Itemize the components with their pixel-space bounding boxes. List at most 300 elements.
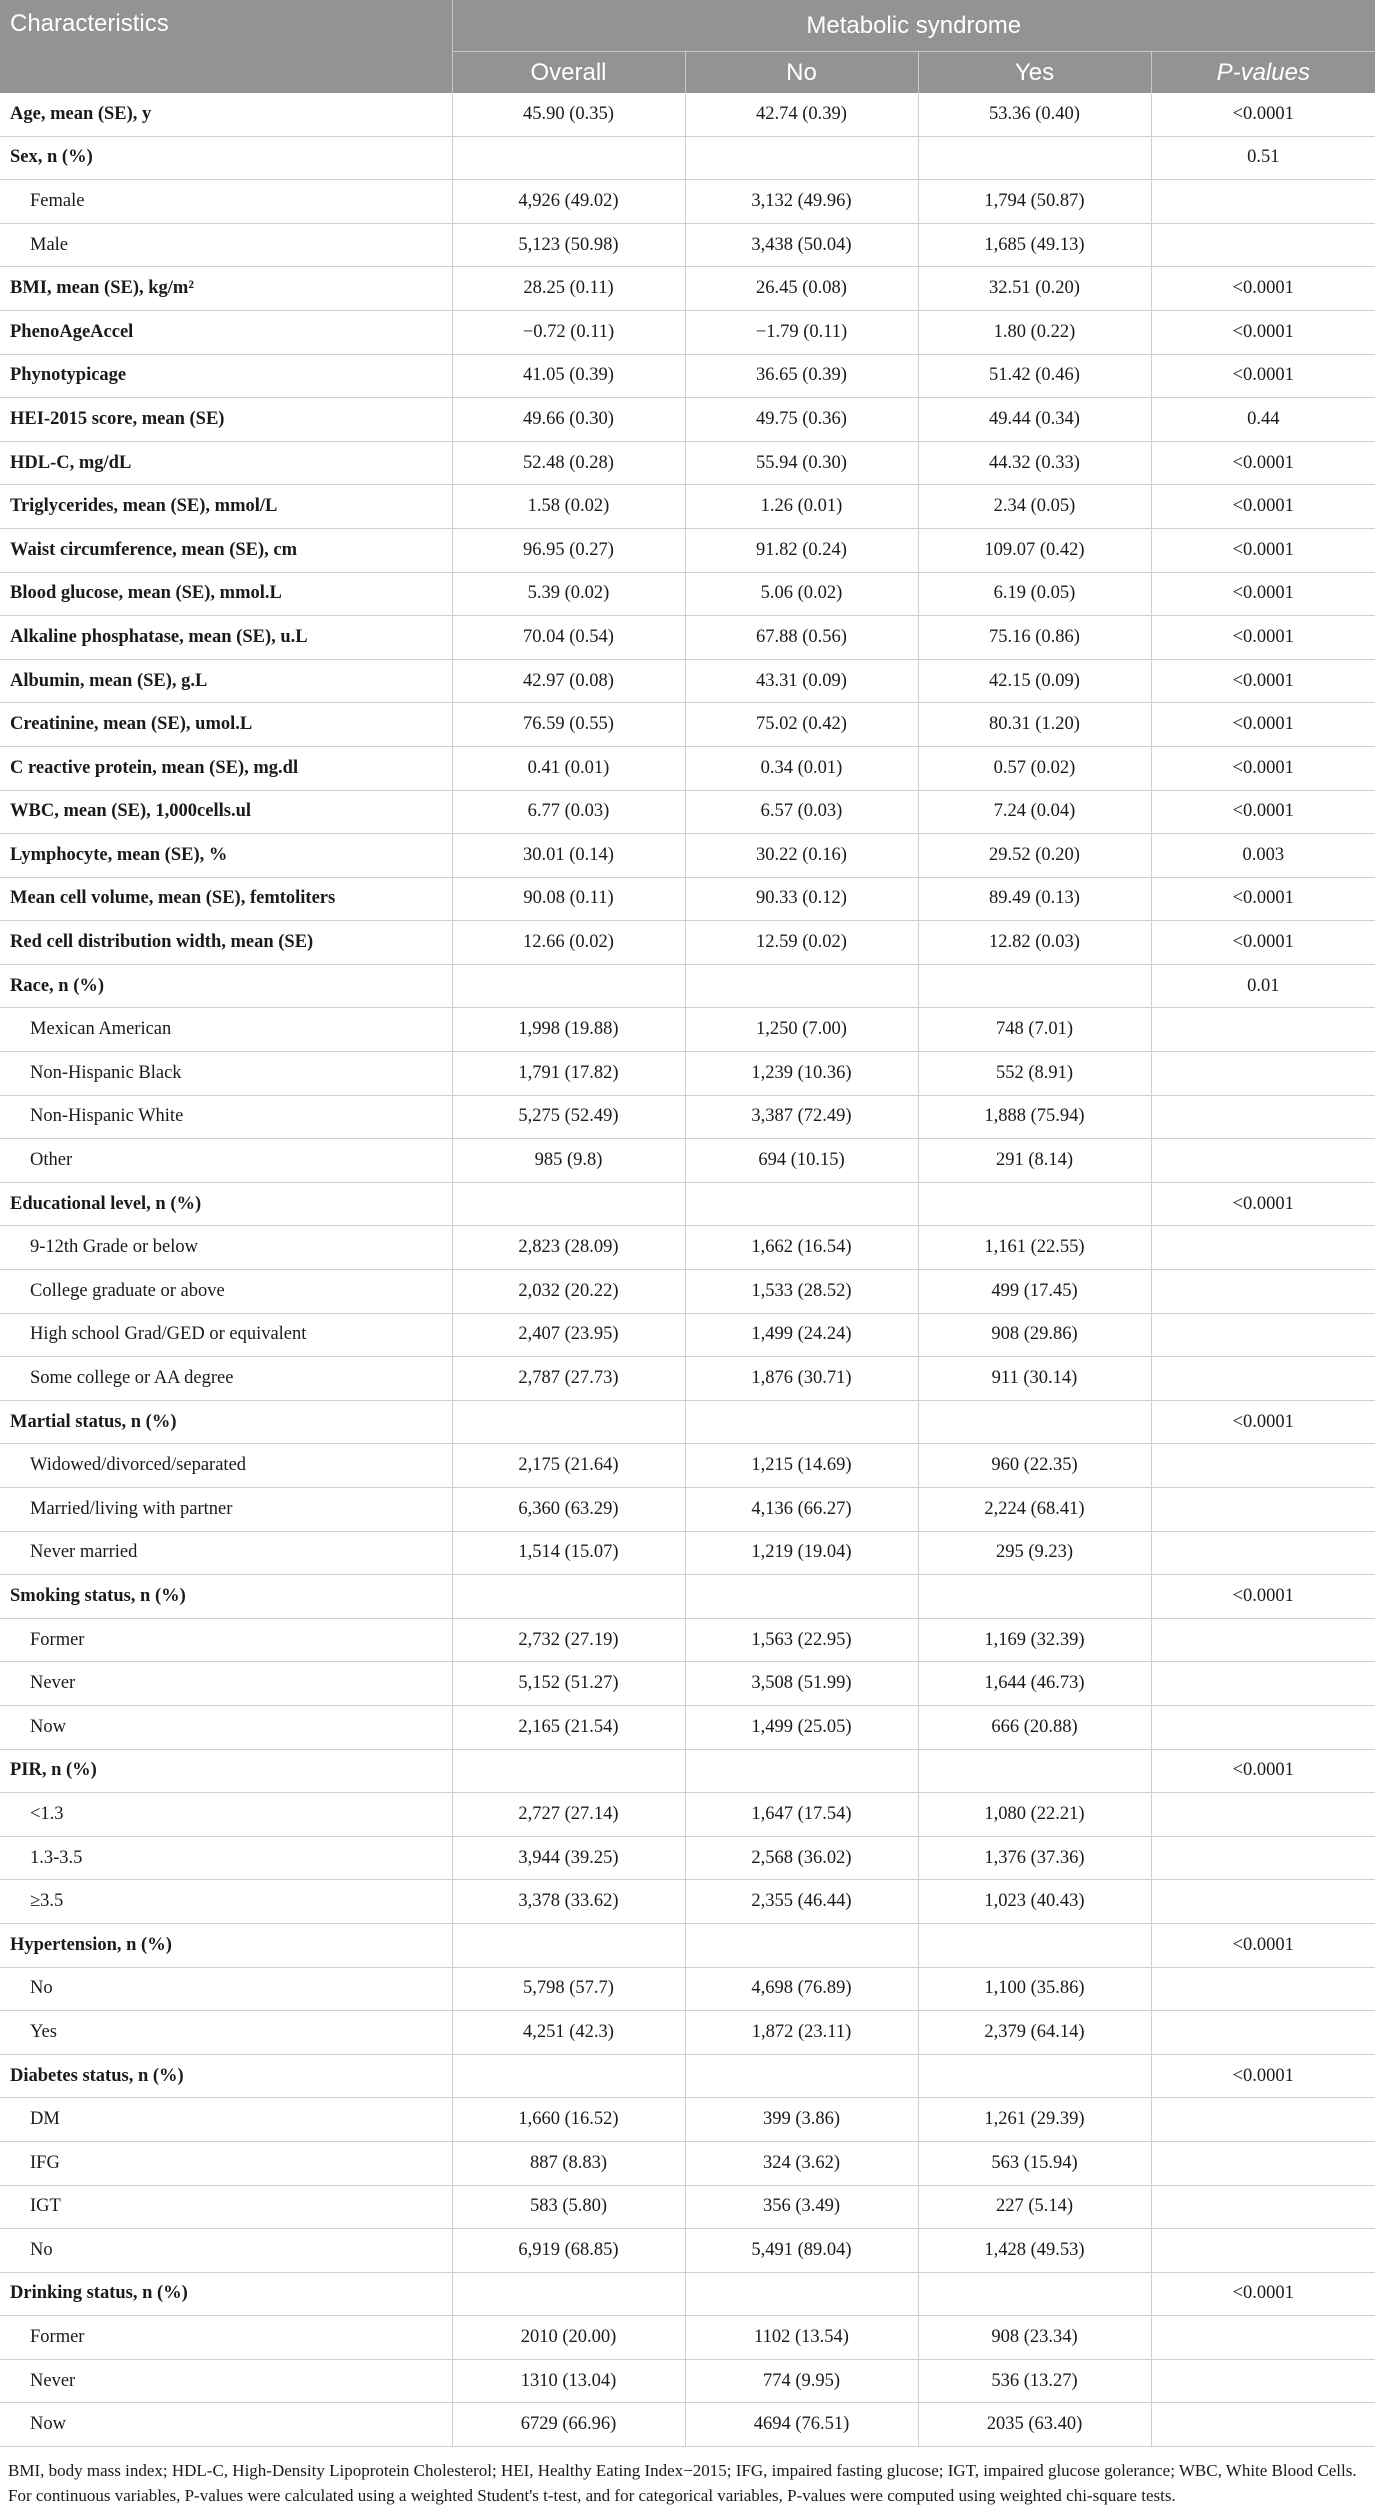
table-row xyxy=(0,659,1375,703)
table-row xyxy=(0,1444,1375,1488)
cell-no: 1,876 (30.71) xyxy=(685,1357,918,1401)
header-pvalues: P-values xyxy=(1151,52,1375,94)
cell-yes: 227 (5.14) xyxy=(918,2185,1151,2229)
table-row xyxy=(0,2141,1375,2185)
row-label: HEI-2015 score, mean (SE) xyxy=(0,398,452,442)
cell-no: 1,215 (14.69) xyxy=(685,1444,918,1488)
row-label: DM xyxy=(0,2098,452,2142)
cell-overall: 70.04 (0.54) xyxy=(452,616,685,660)
table-row xyxy=(0,136,1375,180)
cell-yes: 1.80 (0.22) xyxy=(918,310,1151,354)
cell-pvalue xyxy=(1151,1967,1375,2011)
row-label: Sex, n (%) xyxy=(0,136,452,180)
cell-no: 12.59 (0.02) xyxy=(685,921,918,965)
cell-yes: 1,376 (37.36) xyxy=(918,1836,1151,1880)
cell-overall: 5,152 (51.27) xyxy=(452,1662,685,1706)
cell-yes: 291 (8.14) xyxy=(918,1139,1151,1183)
row-label: Waist circumference, mean (SE), cm xyxy=(0,528,452,572)
cell-pvalue xyxy=(1151,2316,1375,2360)
cell-no xyxy=(685,2054,918,2098)
cell-overall: 5,798 (57.7) xyxy=(452,1967,685,2011)
row-label: BMI, mean (SE), kg/m² xyxy=(0,267,452,311)
cell-no: 1,647 (17.54) xyxy=(685,1793,918,1837)
cell-pvalue: 0.51 xyxy=(1151,136,1375,180)
cell-overall: 2,823 (28.09) xyxy=(452,1226,685,1270)
cell-yes: 1,888 (75.94) xyxy=(918,1095,1151,1139)
cell-no: 0.34 (0.01) xyxy=(685,746,918,790)
cell-overall: 2,165 (21.54) xyxy=(452,1705,685,1749)
table-row xyxy=(0,790,1375,834)
cell-overall: 2,732 (27.19) xyxy=(452,1618,685,1662)
cell-no: 1,662 (16.54) xyxy=(685,1226,918,1270)
table-row xyxy=(0,964,1375,1008)
row-label: Hypertension, n (%) xyxy=(0,1923,452,1967)
table-row xyxy=(0,2359,1375,2403)
row-label: Race, n (%) xyxy=(0,964,452,1008)
cell-pvalue xyxy=(1151,1226,1375,1270)
table-row xyxy=(0,398,1375,442)
table-row xyxy=(0,1270,1375,1314)
cell-overall: 0.41 (0.01) xyxy=(452,746,685,790)
cell-pvalue xyxy=(1151,1095,1375,1139)
row-label: No xyxy=(0,1967,452,2011)
table-row xyxy=(0,703,1375,747)
cell-no: 1.26 (0.01) xyxy=(685,485,918,529)
cell-yes: 12.82 (0.03) xyxy=(918,921,1151,965)
cell-no: 1102 (13.54) xyxy=(685,2316,918,2360)
cell-overall: 1,660 (16.52) xyxy=(452,2098,685,2142)
cell-yes: 1,794 (50.87) xyxy=(918,180,1151,224)
row-label: No xyxy=(0,2229,452,2273)
cell-no: 5.06 (0.02) xyxy=(685,572,918,616)
cell-pvalue xyxy=(1151,1357,1375,1401)
table-row xyxy=(0,616,1375,660)
cell-no: 3,387 (72.49) xyxy=(685,1095,918,1139)
row-label: Former xyxy=(0,1618,452,1662)
cell-no: 3,438 (50.04) xyxy=(685,223,918,267)
cell-no: 1,239 (10.36) xyxy=(685,1052,918,1096)
cell-no xyxy=(685,964,918,1008)
cell-pvalue xyxy=(1151,180,1375,224)
cell-yes: 1,161 (22.55) xyxy=(918,1226,1151,1270)
table-row xyxy=(0,310,1375,354)
cell-yes: 1,644 (46.73) xyxy=(918,1662,1151,1706)
cell-overall: 49.66 (0.30) xyxy=(452,398,685,442)
row-label: Married/living with partner xyxy=(0,1488,452,1532)
cell-overall xyxy=(452,964,685,1008)
cell-overall: 12.66 (0.02) xyxy=(452,921,685,965)
cell-pvalue: <0.0001 xyxy=(1151,1400,1375,1444)
cell-yes: 32.51 (0.20) xyxy=(918,267,1151,311)
row-label: Albumin, mean (SE), g.L xyxy=(0,659,452,703)
cell-overall: 3,944 (39.25) xyxy=(452,1836,685,1880)
row-label: Non-Hispanic White xyxy=(0,1095,452,1139)
cell-yes: 2.34 (0.05) xyxy=(918,485,1151,529)
cell-no xyxy=(685,1923,918,1967)
cell-overall: 2,175 (21.64) xyxy=(452,1444,685,1488)
cell-yes: 1,685 (49.13) xyxy=(918,223,1151,267)
row-label: ≥3.5 xyxy=(0,1880,452,1924)
cell-pvalue: <0.0001 xyxy=(1151,485,1375,529)
cell-no xyxy=(685,2272,918,2316)
row-label: IGT xyxy=(0,2185,452,2229)
row-label: Never married xyxy=(0,1531,452,1575)
table-row xyxy=(0,834,1375,878)
header-characteristics: Characteristics xyxy=(0,0,452,93)
cell-no: 324 (3.62) xyxy=(685,2141,918,2185)
cell-overall xyxy=(452,1749,685,1793)
table-row xyxy=(0,1749,1375,1793)
header-no: No xyxy=(685,52,918,94)
table-row xyxy=(0,485,1375,529)
row-label: Widowed/divorced/separated xyxy=(0,1444,452,1488)
cell-overall: 583 (5.80) xyxy=(452,2185,685,2229)
row-label: Age, mean (SE), y xyxy=(0,93,452,136)
cell-pvalue xyxy=(1151,1139,1375,1183)
table-row xyxy=(0,354,1375,398)
row-label: <1.3 xyxy=(0,1793,452,1837)
cell-overall: −0.72 (0.11) xyxy=(452,310,685,354)
cell-yes: 0.57 (0.02) xyxy=(918,746,1151,790)
table-row xyxy=(0,1880,1375,1924)
cell-pvalue: <0.0001 xyxy=(1151,790,1375,834)
cell-yes xyxy=(918,136,1151,180)
cell-overall: 985 (9.8) xyxy=(452,1139,685,1183)
cell-yes: 748 (7.01) xyxy=(918,1008,1151,1052)
cell-pvalue xyxy=(1151,1880,1375,1924)
cell-overall: 41.05 (0.39) xyxy=(452,354,685,398)
cell-pvalue xyxy=(1151,1008,1375,1052)
cell-pvalue: <0.0001 xyxy=(1151,659,1375,703)
table-footnotes xyxy=(0,2447,1375,2508)
cell-no: 42.74 (0.39) xyxy=(685,93,918,136)
cell-no: 36.65 (0.39) xyxy=(685,354,918,398)
cell-overall xyxy=(452,1575,685,1619)
table-row xyxy=(0,1008,1375,1052)
cell-yes xyxy=(918,1749,1151,1793)
table-row xyxy=(0,1967,1375,2011)
cell-pvalue: <0.0001 xyxy=(1151,2272,1375,2316)
cell-yes xyxy=(918,2054,1151,2098)
cell-yes: 960 (22.35) xyxy=(918,1444,1151,1488)
row-label: C reactive protein, mean (SE), mg.dl xyxy=(0,746,452,790)
row-label: Mexican American xyxy=(0,1008,452,1052)
cell-pvalue: <0.0001 xyxy=(1151,746,1375,790)
table-row xyxy=(0,1923,1375,1967)
cell-yes xyxy=(918,1400,1151,1444)
cell-overall: 3,378 (33.62) xyxy=(452,1880,685,1924)
cell-overall: 30.01 (0.14) xyxy=(452,834,685,878)
table-header xyxy=(0,0,1375,93)
cell-overall: 1.58 (0.02) xyxy=(452,485,685,529)
cell-yes: 80.31 (1.20) xyxy=(918,703,1151,747)
cell-yes: 7.24 (0.04) xyxy=(918,790,1151,834)
cell-pvalue: 0.003 xyxy=(1151,834,1375,878)
cell-yes xyxy=(918,2272,1151,2316)
cell-yes: 1,100 (35.86) xyxy=(918,1967,1151,2011)
cell-pvalue xyxy=(1151,223,1375,267)
row-label: Blood glucose, mean (SE), mmol.L xyxy=(0,572,452,616)
row-label: HDL-C, mg/dL xyxy=(0,441,452,485)
cell-yes: 908 (23.34) xyxy=(918,2316,1151,2360)
table-row xyxy=(0,2098,1375,2142)
cell-no: 4694 (76.51) xyxy=(685,2403,918,2447)
cell-yes: 2035 (63.40) xyxy=(918,2403,1151,2447)
cell-overall: 42.97 (0.08) xyxy=(452,659,685,703)
row-label: Red cell distribution width, mean (SE) xyxy=(0,921,452,965)
table-row xyxy=(0,572,1375,616)
row-label: Martial status, n (%) xyxy=(0,1400,452,1444)
table-row xyxy=(0,1488,1375,1532)
cell-pvalue: <0.0001 xyxy=(1151,703,1375,747)
cell-pvalue: <0.0001 xyxy=(1151,616,1375,660)
cell-no: 91.82 (0.24) xyxy=(685,528,918,572)
header-yes: Yes xyxy=(918,52,1151,94)
table-row xyxy=(0,2403,1375,2447)
cell-pvalue: <0.0001 xyxy=(1151,572,1375,616)
cell-overall: 2,787 (27.73) xyxy=(452,1357,685,1401)
row-label: Lymphocyte, mean (SE), % xyxy=(0,834,452,878)
cell-pvalue: <0.0001 xyxy=(1151,2054,1375,2098)
cell-overall: 1,791 (17.82) xyxy=(452,1052,685,1096)
table-row xyxy=(0,2054,1375,2098)
cell-no: 774 (9.95) xyxy=(685,2359,918,2403)
cell-yes: 908 (29.86) xyxy=(918,1313,1151,1357)
cell-no xyxy=(685,1749,918,1793)
cell-pvalue xyxy=(1151,1444,1375,1488)
table-row xyxy=(0,1357,1375,1401)
cell-yes: 53.36 (0.40) xyxy=(918,93,1151,136)
table-row xyxy=(0,93,1375,136)
cell-pvalue xyxy=(1151,1270,1375,1314)
cell-overall xyxy=(452,2054,685,2098)
row-label: 9-12th Grade or below xyxy=(0,1226,452,1270)
row-label: Now xyxy=(0,1705,452,1749)
cell-pvalue: <0.0001 xyxy=(1151,1575,1375,1619)
cell-yes: 536 (13.27) xyxy=(918,2359,1151,2403)
footnote-abbreviations: BMI, body mass index; HDL-C, High-Density Lipoprotein Cholesterol; HEI, Healthy Eating Index−2015; IFG, impaired fasting glucose; IGT, impaired glucose golerance; WBC, White Blood Cells. xyxy=(8,2461,1357,2481)
row-label: Diabetes status, n (%) xyxy=(0,2054,452,2098)
row-label: Now xyxy=(0,2403,452,2447)
table-row xyxy=(0,1531,1375,1575)
table-row xyxy=(0,1836,1375,1880)
row-label: Smoking status, n (%) xyxy=(0,1575,452,1619)
cell-pvalue: <0.0001 xyxy=(1151,267,1375,311)
cell-pvalue xyxy=(1151,2359,1375,2403)
cell-yes: 552 (8.91) xyxy=(918,1052,1151,1096)
cell-yes: 2,224 (68.41) xyxy=(918,1488,1151,1532)
cell-yes: 44.32 (0.33) xyxy=(918,441,1151,485)
row-label: Educational level, n (%) xyxy=(0,1182,452,1226)
cell-pvalue: <0.0001 xyxy=(1151,1749,1375,1793)
cell-yes xyxy=(918,1923,1151,1967)
cell-overall xyxy=(452,1182,685,1226)
cell-overall: 28.25 (0.11) xyxy=(452,267,685,311)
cell-no: 75.02 (0.42) xyxy=(685,703,918,747)
cell-pvalue xyxy=(1151,1313,1375,1357)
table-body xyxy=(0,93,1375,2447)
cell-pvalue: <0.0001 xyxy=(1151,528,1375,572)
cell-no: 30.22 (0.16) xyxy=(685,834,918,878)
table-row xyxy=(0,180,1375,224)
row-label: Drinking status, n (%) xyxy=(0,2272,452,2316)
cell-pvalue xyxy=(1151,1618,1375,1662)
cell-no: 6.57 (0.03) xyxy=(685,790,918,834)
table-row xyxy=(0,1575,1375,1619)
header-metabolic-syndrome: Metabolic syndrome xyxy=(452,0,1375,52)
row-label: Female xyxy=(0,180,452,224)
row-label: Mean cell volume, mean (SE), femtoliters xyxy=(0,877,452,921)
cell-no xyxy=(685,1575,918,1619)
cell-no: 1,499 (25.05) xyxy=(685,1705,918,1749)
table-row xyxy=(0,1139,1375,1183)
cell-pvalue xyxy=(1151,2141,1375,2185)
cell-no: 67.88 (0.56) xyxy=(685,616,918,660)
cell-no: 49.75 (0.36) xyxy=(685,398,918,442)
row-label: 1.3-3.5 xyxy=(0,1836,452,1880)
table-row xyxy=(0,1793,1375,1837)
cell-no: 2,355 (46.44) xyxy=(685,1880,918,1924)
cell-pvalue xyxy=(1151,2011,1375,2055)
cell-no: 90.33 (0.12) xyxy=(685,877,918,921)
cell-yes: 51.42 (0.46) xyxy=(918,354,1151,398)
footnote-methods: For continuous variables, P-values were calculated using a weighted Student's t-test, and for categorical variables, P-values were computed using weighted chi-square tests. xyxy=(8,2485,1176,2505)
row-label: Never xyxy=(0,1662,452,1706)
table-row xyxy=(0,1400,1375,1444)
cell-overall: 4,926 (49.02) xyxy=(452,180,685,224)
cell-pvalue: 0.01 xyxy=(1151,964,1375,1008)
cell-pvalue: <0.0001 xyxy=(1151,354,1375,398)
table-row xyxy=(0,1182,1375,1226)
row-label: College graduate or above xyxy=(0,1270,452,1314)
row-label: Phynotypicage xyxy=(0,354,452,398)
cell-overall: 1310 (13.04) xyxy=(452,2359,685,2403)
cell-yes: 109.07 (0.42) xyxy=(918,528,1151,572)
cell-overall: 5,275 (52.49) xyxy=(452,1095,685,1139)
cell-overall: 90.08 (0.11) xyxy=(452,877,685,921)
cell-pvalue xyxy=(1151,2098,1375,2142)
cell-no: 1,219 (19.04) xyxy=(685,1531,918,1575)
cell-overall: 6,360 (63.29) xyxy=(452,1488,685,1532)
cell-no xyxy=(685,136,918,180)
cell-yes: 1,080 (22.21) xyxy=(918,1793,1151,1837)
cell-pvalue: <0.0001 xyxy=(1151,93,1375,136)
cell-no: 694 (10.15) xyxy=(685,1139,918,1183)
table-row xyxy=(0,877,1375,921)
cell-overall: 6.77 (0.03) xyxy=(452,790,685,834)
cell-overall: 2,032 (20.22) xyxy=(452,1270,685,1314)
cell-overall: 5,123 (50.98) xyxy=(452,223,685,267)
row-label: Triglycerides, mean (SE), mmol/L xyxy=(0,485,452,529)
cell-pvalue: <0.0001 xyxy=(1151,310,1375,354)
cell-no: 399 (3.86) xyxy=(685,2098,918,2142)
cell-no: 43.31 (0.09) xyxy=(685,659,918,703)
cell-no: 55.94 (0.30) xyxy=(685,441,918,485)
cell-overall: 887 (8.83) xyxy=(452,2141,685,2185)
cell-no: 1,499 (24.24) xyxy=(685,1313,918,1357)
table-row xyxy=(0,746,1375,790)
row-label: Never xyxy=(0,2359,452,2403)
cell-pvalue: <0.0001 xyxy=(1151,921,1375,965)
row-label: Creatinine, mean (SE), umol.L xyxy=(0,703,452,747)
cell-overall xyxy=(452,2272,685,2316)
cell-no: 2,568 (36.02) xyxy=(685,1836,918,1880)
table-row xyxy=(0,1095,1375,1139)
table-row xyxy=(0,1052,1375,1096)
cell-no: 1,872 (23.11) xyxy=(685,2011,918,2055)
table-row xyxy=(0,1313,1375,1357)
cell-pvalue: <0.0001 xyxy=(1151,1182,1375,1226)
row-label: Former xyxy=(0,2316,452,2360)
cell-yes: 49.44 (0.34) xyxy=(918,398,1151,442)
table-row xyxy=(0,267,1375,311)
table-row xyxy=(0,441,1375,485)
cell-pvalue xyxy=(1151,1531,1375,1575)
table-row xyxy=(0,2011,1375,2055)
cell-no: 5,491 (89.04) xyxy=(685,2229,918,2273)
table-row xyxy=(0,2272,1375,2316)
cell-yes: 563 (15.94) xyxy=(918,2141,1151,2185)
cell-overall xyxy=(452,1400,685,1444)
row-label: PhenoAgeAccel xyxy=(0,310,452,354)
cell-yes xyxy=(918,1575,1151,1619)
cell-no: 1,563 (22.95) xyxy=(685,1618,918,1662)
row-label: Some college or AA degree xyxy=(0,1357,452,1401)
cell-no: 26.45 (0.08) xyxy=(685,267,918,311)
cell-overall: 76.59 (0.55) xyxy=(452,703,685,747)
table-row xyxy=(0,2229,1375,2273)
table-row xyxy=(0,1662,1375,1706)
cell-overall: 96.95 (0.27) xyxy=(452,528,685,572)
cell-no: 3,508 (51.99) xyxy=(685,1662,918,1706)
row-label: Yes xyxy=(0,2011,452,2055)
cell-overall: 1,998 (19.88) xyxy=(452,1008,685,1052)
cell-pvalue: <0.0001 xyxy=(1151,441,1375,485)
table-row xyxy=(0,1226,1375,1270)
cell-no xyxy=(685,1182,918,1226)
table-row xyxy=(0,1705,1375,1749)
cell-overall: 2,407 (23.95) xyxy=(452,1313,685,1357)
cell-pvalue: 0.44 xyxy=(1151,398,1375,442)
cell-no: 1,250 (7.00) xyxy=(685,1008,918,1052)
cell-yes: 1,261 (29.39) xyxy=(918,2098,1151,2142)
cell-overall: 6,919 (68.85) xyxy=(452,2229,685,2273)
cell-yes: 75.16 (0.86) xyxy=(918,616,1151,660)
cell-pvalue: <0.0001 xyxy=(1151,877,1375,921)
table-row xyxy=(0,1618,1375,1662)
cell-no: 1,533 (28.52) xyxy=(685,1270,918,1314)
cell-overall xyxy=(452,1923,685,1967)
row-label: Alkaline phosphatase, mean (SE), u.L xyxy=(0,616,452,660)
cell-overall: 2,727 (27.14) xyxy=(452,1793,685,1837)
row-label: IFG xyxy=(0,2141,452,2185)
cell-yes: 1,428 (49.53) xyxy=(918,2229,1151,2273)
cell-no: 356 (3.49) xyxy=(685,2185,918,2229)
cell-overall: 45.90 (0.35) xyxy=(452,93,685,136)
cell-overall: 52.48 (0.28) xyxy=(452,441,685,485)
cell-yes: 295 (9.23) xyxy=(918,1531,1151,1575)
table-row xyxy=(0,2316,1375,2360)
cell-pvalue xyxy=(1151,1836,1375,1880)
cell-no: 3,132 (49.96) xyxy=(685,180,918,224)
cell-overall xyxy=(452,136,685,180)
cell-pvalue xyxy=(1151,2185,1375,2229)
row-label: High school Grad/GED or equivalent xyxy=(0,1313,452,1357)
cell-pvalue xyxy=(1151,1793,1375,1837)
cell-pvalue xyxy=(1151,1705,1375,1749)
header-overall: Overall xyxy=(452,52,685,94)
cell-no xyxy=(685,1400,918,1444)
